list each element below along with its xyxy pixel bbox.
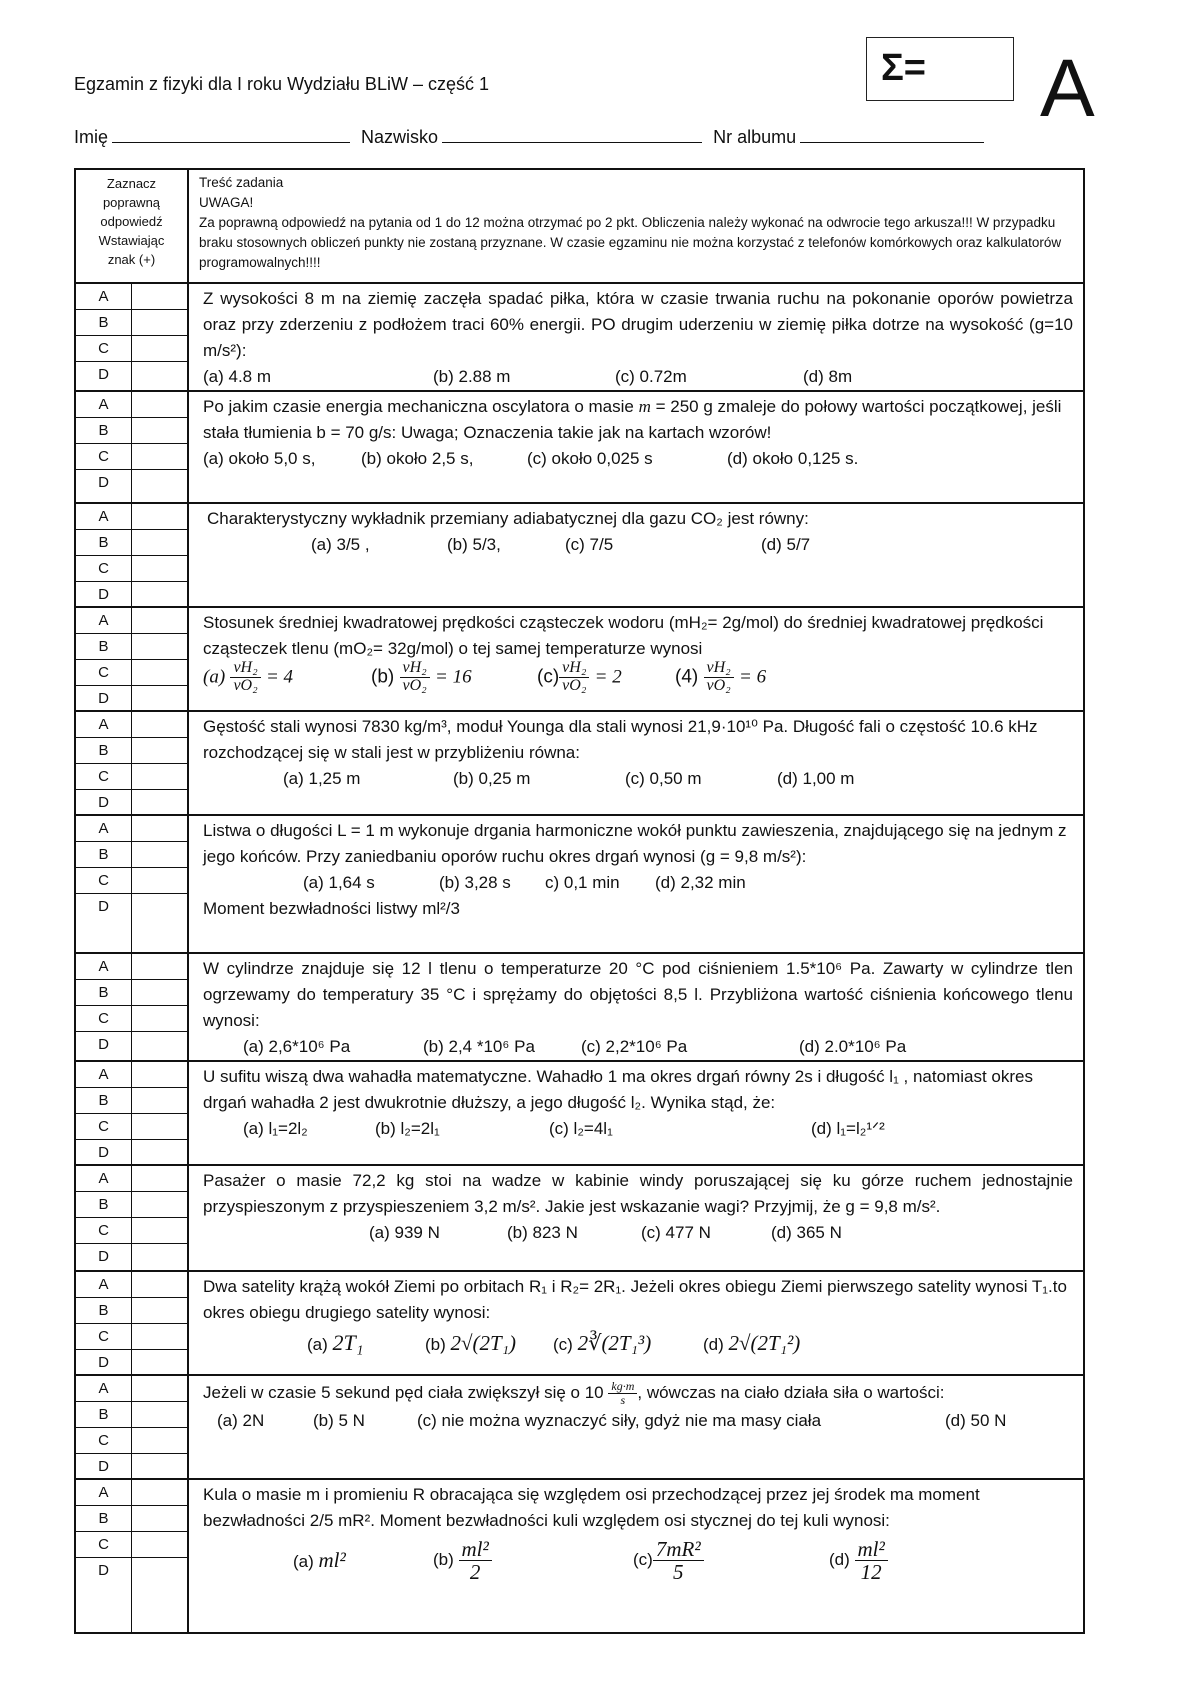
question-note: Moment bezwładności listwy ml²/3 (203, 899, 460, 918)
answer-marks (76, 1272, 189, 1374)
task-header (189, 170, 1083, 282)
option-a: A (76, 1272, 187, 1298)
name-field[interactable] (112, 124, 350, 143)
question-4 (76, 608, 1083, 712)
warning-label: UWAGA! (199, 195, 254, 210)
answer-marks (76, 284, 189, 390)
option-c: C (76, 764, 187, 790)
answer-marks (76, 954, 189, 1060)
option-b: B (76, 418, 187, 444)
mark-box[interactable] (132, 686, 187, 711)
mark-instructions: Zaznacz poprawną odpowiedź Wstawiając znak (+) (76, 170, 189, 282)
option-d: D (76, 894, 187, 952)
question-text: U sufitu wiszą dwa wahadła matematyczne. Wahadło 1 ma okres drgań równy 2s i długość l₁ , natomiast okres drgań wahadła 2 jest dwukrotnie dłuższy, a jego długość l₂. Wynika stąd, że: (a) l₁=2l₂ (b) l₂=2l₁ (c) l₂=4l₁ (d) l₁=l₂¹ᐟ² (203, 1067, 1033, 1138)
warning-text: Za poprawną odpowiedź na pytania od 1 do 12 można otrzymać po 2 pkt. Obliczenia należy wykonać na odwrocie tego arkusza!!! W przypadku braku stosownych obliczeń punkty nie zostaną przyznane. W czasie egzaminu nie można korzystać z telefonów komórkowych oraz kalkulatorów programowalnych!!!! (199, 215, 1062, 270)
option-c: C (76, 1114, 187, 1140)
option-d: D (76, 1454, 187, 1479)
question-text: W cylindrze znajduje się 12 l tlenu o temperaturze 20 °C pod ciśnieniem 1.5*10⁶ Pa. Zawarty w cylindrze tlen ogrzewamy do temperatury 35 °C i sprężamy do objętości 8,5 l. Przybliżona wartość ciśnienia końcowego tlenu wynosi: (a) 2,6*10⁶ Pa (b) 2,4 *10⁶ Pa (c) 2,2*10⁶ Pa (d) 2.0*10⁶ Pa (203, 959, 1073, 1056)
question-7 (76, 954, 1083, 1062)
mark-box[interactable] (132, 1032, 187, 1060)
question-2 (76, 392, 1083, 504)
mark-box[interactable] (132, 790, 187, 815)
mark-box[interactable] (132, 894, 187, 952)
answer-marks (76, 1166, 189, 1270)
option-d: D (76, 470, 187, 502)
mark-box[interactable] (132, 1166, 187, 1191)
option-a: A (76, 1480, 187, 1506)
question-9 (76, 1166, 1083, 1272)
option-c: C (76, 556, 187, 582)
answer-marks (76, 504, 189, 606)
question-text: Po jakim czasie energia mechaniczna oscylatora o masie m = 250 g zmaleje do połowy wartości początkowej, jeśli stała tłumienia b = 70 g/s: Uwaga; Oznaczenia takie jak na kartach wzorów! (a) około 5,0 s, (b) około 2,5 s, (c) około 0,025 s (d) około 0,125 s. (203, 397, 1062, 468)
mark-box[interactable] (132, 1506, 187, 1531)
mark-box[interactable] (132, 1272, 187, 1297)
surname-label: Nazwisko (361, 127, 439, 147)
question-text: Dwa satelity krążą wokół Ziemi po orbitach R₁ i R₂= 2R₁. Jeżeli okres obiegu Ziemi pierwszego satelity wynosi T₁.to okres obiegu drugiego satelity wynosi: (a) 2T₁ (b) 2√(2T₁) (c) 2∛(2T₁³) (d) 2√(2T₁²) (203, 1277, 1067, 1355)
option-a: A (76, 712, 187, 738)
option-d: D (76, 1350, 187, 1375)
mark-box[interactable] (132, 392, 187, 417)
option-a: A (76, 954, 187, 980)
option-b: B (76, 1298, 187, 1324)
question-3 (76, 504, 1083, 608)
option-a: A (76, 816, 187, 842)
mark-box[interactable] (132, 1140, 187, 1165)
option-a: A (76, 392, 187, 418)
mark-box[interactable] (132, 1428, 187, 1453)
album-label: Nr albumu (713, 127, 797, 147)
option-a: A (76, 608, 187, 634)
answer-marks (76, 608, 189, 710)
option-c: C (76, 1006, 187, 1032)
question-text: Z wysokości 8 m na ziemię zaczęła spadać piłka, która w czasie trwania ruchu na pokonanie oporów powietrza oraz przy zderzeniu z podłożem traci 60% energii. PO drugim uderzeniu w ziemię piłka dotrze na wysokość (g=10 m/s²): (a) 4.8 m (b) 2.88 m (c) 0.72m (d) 8m (203, 289, 1073, 386)
option-c: C (76, 1218, 187, 1244)
option-d: D (76, 362, 187, 390)
mark-box[interactable] (132, 1350, 187, 1375)
mark-box[interactable] (132, 336, 187, 361)
answer-marks (76, 712, 189, 814)
answer-marks (76, 1062, 189, 1164)
option-c: C (76, 868, 187, 894)
mark-box[interactable] (132, 1324, 187, 1349)
mark-box[interactable] (132, 1192, 187, 1217)
option-a: A (76, 504, 187, 530)
name-label: Imię (74, 127, 109, 147)
mark-box[interactable] (132, 816, 187, 841)
option-d: D (76, 1140, 187, 1165)
mark-box[interactable] (132, 980, 187, 1005)
table-header (76, 170, 1083, 284)
mark-box[interactable] (132, 1218, 187, 1243)
mark-box[interactable] (132, 1480, 187, 1505)
mark-box[interactable] (132, 556, 187, 581)
student-info (74, 124, 1014, 148)
option-b: B (76, 1192, 187, 1218)
question-text: Pasażer o masie 72,2 kg stoi na wadze w kabinie windy poruszającej się ku górze ruchem jednostajnie przyspieszonym z przyspieszeniem 3,2 m/s². Jakie jest wskazanie wagi? Przyjmij, że g = 9,8 m/s². (a) 939 N (b) 823 N (c) 477 N (d) 365 N (203, 1171, 1073, 1242)
question-text: Gęstość stali wynosi 7830 kg/m³, moduł Younga dla stali wynosi 21,9·10¹⁰ Pa. Długość fali o częstość 10.6 kHz rozchodzącej się w stali jest w przybliżeniu równa: (a) 1,25 m (b) 0,25 m (c) 0,50 m (d) 1,00 m (203, 717, 1038, 788)
mark-box[interactable] (132, 608, 187, 633)
mark-box[interactable] (132, 868, 187, 893)
mark-box[interactable] (132, 1006, 187, 1031)
question-5 (76, 712, 1083, 816)
question-6 (76, 816, 1083, 954)
question-text: Stosunek średniej kwadratowej prędkości cząsteczek wodoru (mH₂= 2g/mol) do średniej kwadratowej prędkości cząsteczek tlenu (mO₂= 32g/mol) o tej samej temperaturze wynosi (a) $\frac{\text{vH₂}}{\text{vO₂}}$ = 4 (b) $\frac{\text{vH₂}}{\text{vO₂}}$ = 16 (c) $\frac{\text{vH₂}}{\text{vO₂}}$ = 2 (4) $\frac{\text{vH₂}}{\text{vO₂}}$ = 6 (203, 613, 1044, 694)
question-text: Charakterystyczny wykładnik przemiany adiabatycznej dla gazu CO₂ jest równy: (a) 3/5 , (b) 5/3, (c) 7/5 (d) 5/7 (207, 509, 811, 554)
option-d: D (76, 582, 187, 607)
mark-box[interactable] (132, 954, 187, 979)
mark-box[interactable] (132, 418, 187, 443)
mark-box[interactable] (132, 1454, 187, 1479)
question-8 (76, 1062, 1083, 1166)
option-b: B (76, 634, 187, 660)
option-a: A (76, 284, 187, 310)
answer-marks (76, 1376, 189, 1478)
question-11 (76, 1376, 1083, 1480)
option-b: B (76, 1402, 187, 1428)
mark-box[interactable] (132, 738, 187, 763)
mark-box[interactable] (132, 1062, 187, 1087)
mark-box[interactable] (132, 470, 187, 502)
mark-box[interactable] (132, 634, 187, 659)
mark-box[interactable] (132, 842, 187, 867)
score-box[interactable] (866, 37, 1014, 101)
option-b: B (76, 1506, 187, 1532)
exam-table (74, 168, 1085, 1634)
question-text: Kula o masie m i promieniu R obracająca się względem osi przechodzącej przez jej środek ma moment bezwładności 2/5 mR². Moment bezwładności kuli względem osi stycznej do tej kuli wynosi: (a) ml² (b) $\frac{\text{ml²}}{2}$ (c) $\frac{\text{7mR²}}{5}$ (d) $\frac{\text{ml²}}{12}$ (203, 1485, 980, 1585)
option-b: B (76, 530, 187, 556)
mark-box[interactable] (132, 284, 187, 309)
mark-box[interactable] (132, 362, 187, 390)
mark-box[interactable] (132, 310, 187, 335)
answer-marks (76, 816, 189, 952)
option-c: C (76, 444, 187, 470)
option-b: B (76, 1088, 187, 1114)
task-header-title: Treść zadania (199, 175, 284, 190)
option-a: A (76, 1062, 187, 1088)
option-c: C (76, 336, 187, 362)
answer-marks (76, 1480, 189, 1632)
option-a: A (76, 1376, 187, 1402)
mark-box[interactable] (132, 1402, 187, 1427)
mark-box[interactable] (132, 1376, 187, 1401)
option-d: D (76, 1244, 187, 1270)
question-1 (76, 284, 1083, 392)
question-text: Listwa o długości L = 1 m wykonuje drgania harmoniczne wokół punktu zawieszenia, znajdującego się na jednym z jego końców. Przy zaniedbaniu oporów ruchu okres drgań wynosi (g = 9,8 m/s²): (a) 1,64 s (b) 3,28 s c) 0,1 min (d) 2,32 min Moment bezwładności listwy ml²/3 (189, 816, 1083, 952)
mark-box[interactable] (132, 530, 187, 555)
mark-box[interactable] (132, 764, 187, 789)
album-field[interactable] (800, 124, 984, 143)
option-a: A (76, 1166, 187, 1192)
question-text: Jeżeli w czasie 5 sekund pęd ciała zwiększył się o 10 $\frac{kg\cdot m}{s}$ , wówczas na ciało działa siła o wartości: (a) 2N (b) 5 N (c) nie można wyznaczyć siły, gdyż nie ma masy ciała (d) 50 N (203, 1379, 1007, 1430)
option-c: C (76, 1428, 187, 1454)
option-b: B (76, 738, 187, 764)
option-c: C (76, 660, 187, 686)
question-12 (76, 1480, 1083, 1632)
mark-box[interactable] (132, 660, 187, 685)
exam-variant: A (1040, 43, 1095, 134)
score-label: Σ= (881, 47, 926, 89)
mark-box[interactable] (132, 1532, 187, 1557)
mark-box[interactable] (132, 1558, 187, 1632)
mark-box[interactable] (132, 504, 187, 529)
surname-field[interactable] (442, 124, 702, 143)
option-d: D (76, 1558, 187, 1632)
mark-box[interactable] (132, 712, 187, 737)
mark-box[interactable] (132, 1298, 187, 1323)
option-d: D (76, 1032, 187, 1060)
mark-box[interactable] (132, 1114, 187, 1139)
option-c: C (76, 1532, 187, 1558)
option-b: B (76, 980, 187, 1006)
mark-box[interactable] (132, 444, 187, 469)
option-d: D (76, 686, 187, 711)
answer-marks (76, 392, 189, 502)
option-d: D (76, 790, 187, 815)
option-b: B (76, 310, 187, 336)
mark-box[interactable] (132, 582, 187, 607)
mark-box[interactable] (132, 1088, 187, 1113)
exam-title: Egzamin z fizyki dla I roku Wydziału BLiW – część 1 (74, 74, 489, 94)
mark-box[interactable] (132, 1244, 187, 1270)
option-c: C (76, 1324, 187, 1350)
question-10 (76, 1272, 1083, 1376)
option-b: B (76, 842, 187, 868)
